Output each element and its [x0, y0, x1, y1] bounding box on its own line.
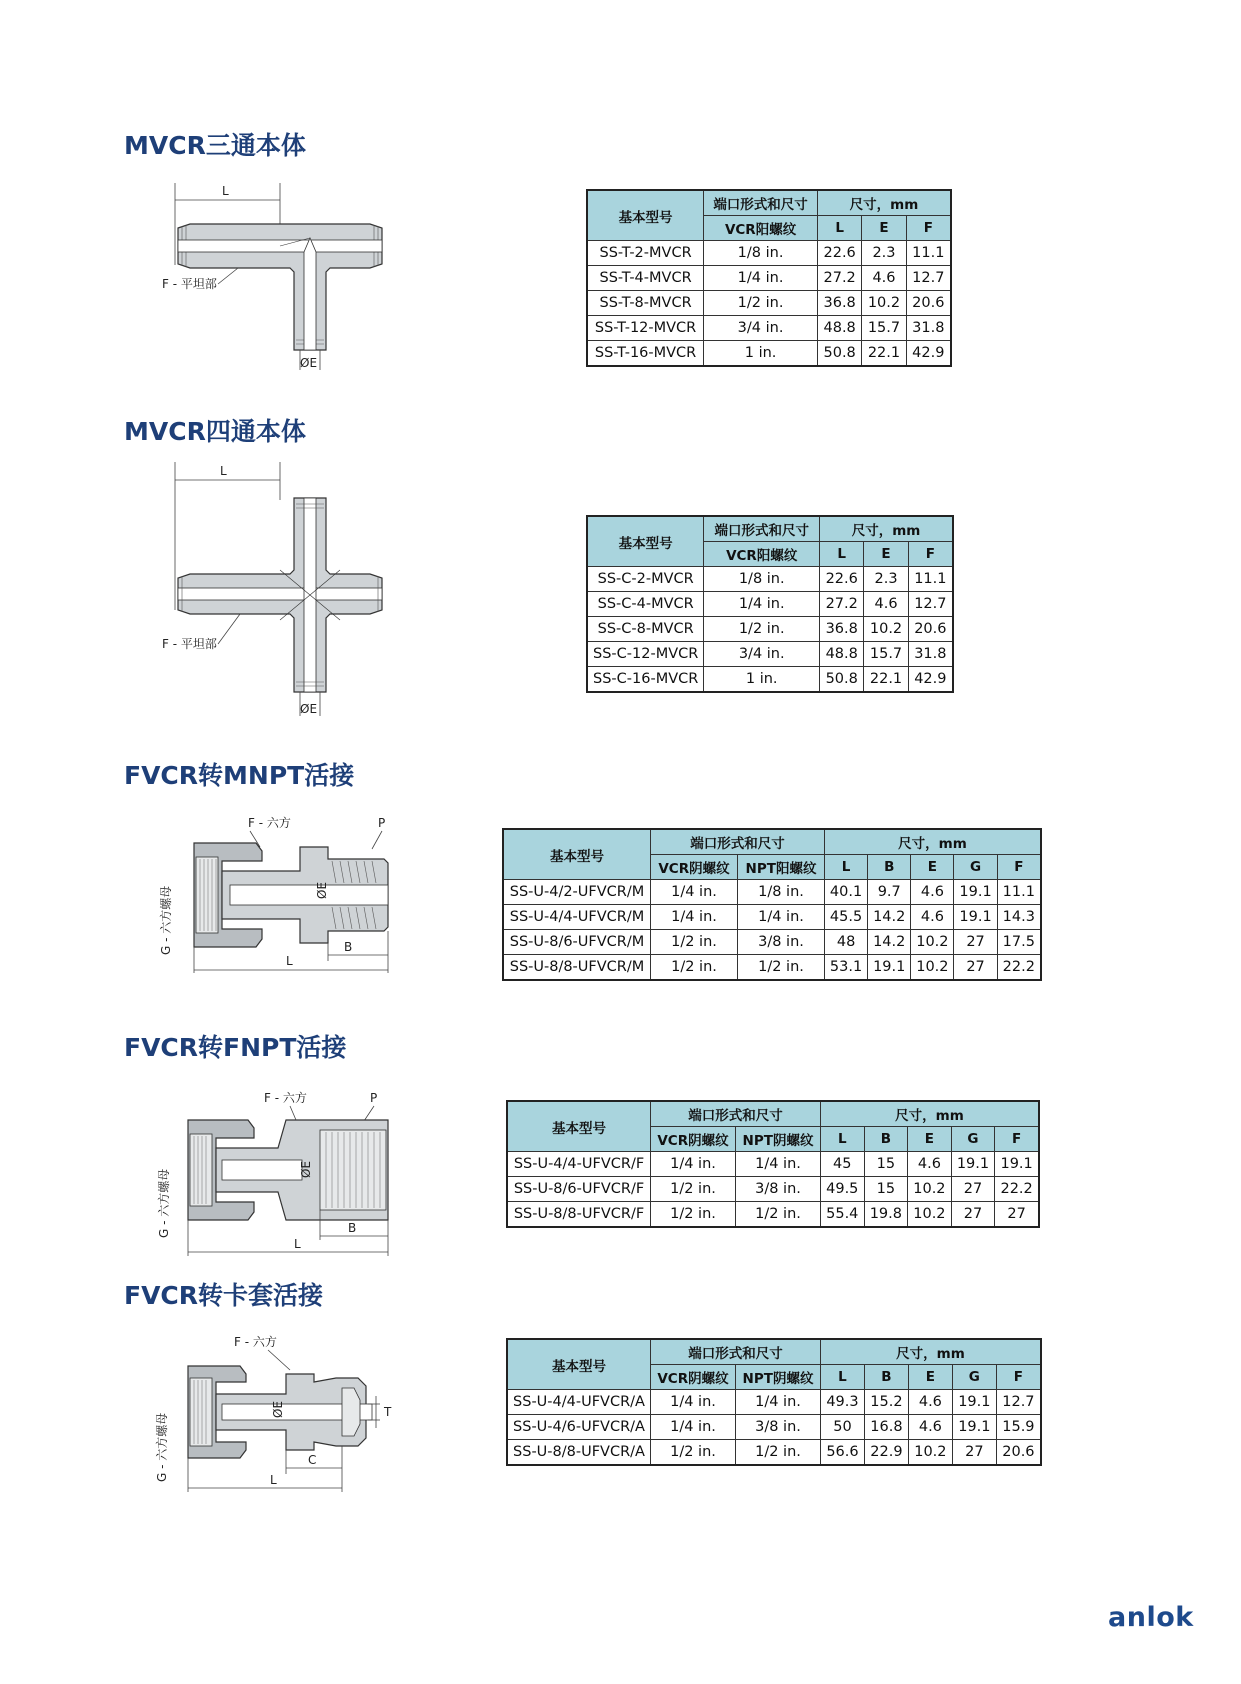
table-cell: SS-C-4-MVCR: [587, 592, 704, 617]
table-cell: 27: [951, 1177, 995, 1202]
sub-header: NPT阳螺纹: [738, 855, 825, 880]
table-cell: 16.8: [864, 1415, 908, 1440]
table-cell: 15.2: [864, 1390, 908, 1415]
col-header-dim: 尺寸，mm: [825, 829, 1042, 855]
table-cell: SS-T-4-MVCR: [587, 266, 704, 291]
sub-header: E: [908, 1365, 952, 1390]
table-cell: 48.8: [820, 642, 864, 667]
sub-header: E: [864, 542, 908, 567]
tee-diagram: [160, 180, 390, 380]
table-cell: 1/4 in.: [651, 1415, 736, 1440]
table-cell: 15: [864, 1177, 908, 1202]
table-cell: 1/2 in.: [651, 955, 738, 981]
sub-header: L: [821, 1365, 865, 1390]
col-header-port: 端口形式和尺寸: [651, 1101, 821, 1127]
table-cell: SS-U-4/2-UFVCR/M: [503, 880, 651, 905]
table-cell: 1/8 in.: [704, 567, 820, 592]
table-cell: 42.9: [908, 667, 953, 693]
table-row: [507, 1415, 1041, 1440]
col-header-dim: 尺寸，mm: [818, 190, 952, 216]
table-cell: 1/4 in.: [651, 1152, 736, 1177]
table-cell: 31.8: [906, 316, 951, 341]
table-cell: 22.9: [864, 1440, 908, 1466]
col-header-dim: 尺寸，mm: [821, 1339, 1042, 1365]
table-cell: 27: [952, 1440, 996, 1466]
sub-header: L: [818, 216, 862, 241]
col-header-model: 基本型号: [507, 1101, 651, 1152]
tube-dim-T: T: [384, 1405, 392, 1419]
table-row: [503, 955, 1041, 981]
table-cell: 1/4 in.: [736, 1152, 821, 1177]
table-cell: 9.7: [868, 880, 911, 905]
table-cell: 3/8 in.: [736, 1415, 821, 1440]
tube-label-G: G - 六方螺母: [155, 1412, 169, 1482]
table-cell: 19.1: [954, 880, 997, 905]
tee-label-E: ØE: [300, 356, 318, 370]
table-cell: 1/8 in.: [704, 241, 818, 266]
table-cell: SS-U-8/8-UFVCR/M: [503, 955, 651, 981]
table-cell: 1 in.: [704, 667, 820, 693]
table-cell: 3/4 in.: [704, 316, 818, 341]
table-cell: 19.1: [951, 1152, 995, 1177]
table-cell: 11.1: [906, 241, 951, 266]
table-row: [587, 617, 953, 642]
table-cell: 49.3: [821, 1390, 865, 1415]
fnpt-label-F: F - 六方: [264, 1091, 307, 1105]
table-row: [503, 930, 1041, 955]
table-cell: 49.5: [821, 1177, 865, 1202]
table-cell: 20.6: [906, 291, 951, 316]
table-cell: 22.2: [995, 1177, 1039, 1202]
table-cell: SS-C-2-MVCR: [587, 567, 704, 592]
table-cell: 20.6: [908, 617, 953, 642]
table-cell: 3/8 in.: [736, 1177, 821, 1202]
sub-header: G: [952, 1365, 996, 1390]
table-cell: SS-T-12-MVCR: [587, 316, 704, 341]
table-cell: 1/2 in.: [651, 1177, 736, 1202]
sub-header: B: [864, 1127, 908, 1152]
sub-header: VCR阴螺纹: [651, 855, 738, 880]
table-cell: 15.9: [996, 1415, 1041, 1440]
table-cell: 27.2: [820, 592, 864, 617]
sub-header: NPT阴螺纹: [736, 1127, 821, 1152]
table-cell: 1/2 in.: [738, 955, 825, 981]
table-row: [587, 667, 953, 693]
table-cell: 10.2: [911, 955, 954, 981]
tube-label-E: ØE: [271, 1400, 285, 1418]
table-cell: 1/4 in.: [736, 1390, 821, 1415]
table-cell: 10.2: [908, 1202, 952, 1228]
sub-header: B: [868, 855, 911, 880]
fvcr-mnpt-diagram: [160, 815, 400, 975]
sub-header: E: [911, 855, 954, 880]
fnpt-dim-B: B: [348, 1221, 357, 1235]
table-cell: 4.6: [908, 1415, 952, 1440]
table-cell: 17.5: [997, 930, 1041, 955]
fvcr-tube-diagram: [155, 1334, 408, 1494]
sub-header: B: [864, 1365, 908, 1390]
table-cell: 50.8: [818, 341, 862, 367]
col-header-port: 端口形式和尺寸: [651, 829, 825, 855]
sub-header: F: [908, 542, 953, 567]
table-cell: SS-C-12-MVCR: [587, 642, 704, 667]
table-cell: 50: [821, 1415, 865, 1440]
table-cell: 27: [954, 955, 997, 981]
sub-header: F: [995, 1127, 1039, 1152]
fnpt-dim-L: L: [294, 1237, 301, 1251]
table-cell: 1/2 in.: [651, 1202, 736, 1228]
table-cell: SS-U-8/8-UFVCR/A: [507, 1440, 651, 1466]
tee-dim-L: L: [222, 184, 229, 198]
mnpt-label-G: G - 六方螺母: [159, 885, 173, 955]
table-cell: 36.8: [818, 291, 862, 316]
table-cell: 12.7: [906, 266, 951, 291]
table-cell: 3/8 in.: [738, 930, 825, 955]
table-cell: 10.2: [862, 291, 906, 316]
table-cell: 15.7: [862, 316, 906, 341]
sub-header: F: [997, 855, 1041, 880]
table-row: [587, 341, 951, 367]
cross-spec-table: [586, 515, 954, 693]
sub-header: F: [906, 216, 951, 241]
table-cell: 4.6: [864, 592, 908, 617]
fnpt-label-P: P: [370, 1091, 378, 1105]
table-cell: SS-U-8/6-UFVCR/M: [503, 930, 651, 955]
table-row: [587, 567, 953, 592]
table-cell: 40.1: [825, 880, 868, 905]
col-header-dim: 尺寸，mm: [820, 516, 953, 542]
col-header-dim: 尺寸，mm: [821, 1101, 1040, 1127]
fnpt-label-E: ØE: [299, 1160, 313, 1178]
table-cell: 10.2: [864, 617, 908, 642]
table-cell: 19.1: [868, 955, 911, 981]
sub-header: L: [820, 542, 864, 567]
table-cell: 22.1: [862, 341, 906, 367]
tube-dim-C: C: [308, 1453, 317, 1467]
table-cell: 53.1: [825, 955, 868, 981]
table-cell: SS-U-4/4-UFVCR/A: [507, 1390, 651, 1415]
table-row: [507, 1177, 1039, 1202]
table-cell: 14.2: [868, 930, 911, 955]
table-cell: SS-C-16-MVCR: [587, 667, 704, 693]
col-header-port: 端口形式和尺寸: [651, 1339, 821, 1365]
sub-header: F: [996, 1365, 1041, 1390]
table-cell: 10.2: [911, 930, 954, 955]
table-cell: 1/4 in.: [738, 905, 825, 930]
sub-header: VCR阴螺纹: [651, 1365, 736, 1390]
table-cell: 19.1: [952, 1390, 996, 1415]
table-cell: 22.6: [820, 567, 864, 592]
sub-header: L: [821, 1127, 865, 1152]
tee-spec-table: [586, 189, 952, 367]
table-row: [587, 241, 951, 266]
table-row: [587, 316, 951, 341]
table-cell: 22.1: [864, 667, 908, 693]
table-cell: 10.2: [908, 1440, 952, 1466]
table-cell: 10.2: [908, 1177, 952, 1202]
mnpt-label-P: P: [378, 816, 386, 830]
sub-header: L: [825, 855, 868, 880]
table-cell: 11.1: [997, 880, 1041, 905]
fvcr-fnpt-spec-table: [506, 1100, 1040, 1228]
table-cell: 22.6: [818, 241, 862, 266]
table-cell: 1/2 in.: [651, 930, 738, 955]
table-cell: 48.8: [818, 316, 862, 341]
fnpt-label-G: G - 六方螺母: [157, 1168, 171, 1238]
table-cell: 27: [995, 1202, 1039, 1228]
table-cell: 27.2: [818, 266, 862, 291]
table-cell: 1/4 in.: [651, 880, 738, 905]
table-cell: 48: [825, 930, 868, 955]
table-cell: SS-T-16-MVCR: [587, 341, 704, 367]
table-cell: 4.6: [911, 905, 954, 930]
table-cell: 20.6: [996, 1440, 1041, 1466]
table-cell: SS-C-8-MVCR: [587, 617, 704, 642]
table-cell: SS-U-4/4-UFVCR/M: [503, 905, 651, 930]
table-cell: 19.1: [995, 1152, 1039, 1177]
table-row: [587, 266, 951, 291]
cross-diagram: [160, 460, 390, 722]
sub-header: NPT阴螺纹: [736, 1365, 821, 1390]
table-cell: 56.6: [821, 1440, 865, 1466]
cross-label-F: F - 平坦部: [162, 637, 217, 651]
sub-header: VCR阳螺纹: [704, 216, 818, 241]
sub-header: VCR阳螺纹: [704, 542, 820, 567]
table-cell: 4.6: [908, 1152, 952, 1177]
table-cell: 1/4 in.: [651, 905, 738, 930]
table-cell: 45.5: [825, 905, 868, 930]
table-cell: 12.7: [996, 1390, 1041, 1415]
tube-dim-L: L: [270, 1473, 277, 1487]
table-cell: 2.3: [862, 241, 906, 266]
table-cell: SS-U-8/8-UFVCR/F: [507, 1202, 651, 1228]
mnpt-label-E: ØE: [315, 881, 329, 899]
table-row: [507, 1390, 1041, 1415]
table-cell: 27: [954, 930, 997, 955]
col-header-model: 基本型号: [503, 829, 651, 880]
table-cell: 22.2: [997, 955, 1041, 981]
col-header-model: 基本型号: [587, 190, 704, 241]
table-cell: 12.7: [908, 592, 953, 617]
table-cell: 1/4 in.: [704, 592, 820, 617]
table-cell: 1/8 in.: [738, 880, 825, 905]
col-header-port: 端口形式和尺寸: [704, 190, 818, 216]
tee-label-F: F - 平坦部: [162, 277, 217, 291]
col-header-model: 基本型号: [587, 516, 704, 567]
table-row: [507, 1152, 1039, 1177]
table-cell: SS-U-4/6-UFVCR/A: [507, 1415, 651, 1440]
table-cell: 1/2 in.: [651, 1440, 736, 1466]
table-cell: 36.8: [820, 617, 864, 642]
table-cell: 1/2 in.: [736, 1440, 821, 1466]
table-cell: 1/2 in.: [704, 291, 818, 316]
cross-dim-L: L: [220, 464, 227, 478]
sub-header: E: [862, 216, 906, 241]
table-cell: 1/4 in.: [704, 266, 818, 291]
table-cell: 42.9: [906, 341, 951, 367]
table-cell: SS-T-8-MVCR: [587, 291, 704, 316]
table-cell: 2.3: [864, 567, 908, 592]
table-cell: 1/2 in.: [736, 1202, 821, 1228]
mnpt-dim-L: L: [286, 954, 293, 968]
table-cell: SS-U-4/4-UFVCR/F: [507, 1152, 651, 1177]
table-cell: 31.8: [908, 642, 953, 667]
table-cell: 1/2 in.: [704, 617, 820, 642]
brand-logo: anlok: [1108, 1602, 1194, 1633]
mnpt-dim-B: B: [344, 940, 353, 954]
table-cell: 27: [951, 1202, 995, 1228]
table-cell: 55.4: [821, 1202, 865, 1228]
table-cell: 15: [864, 1152, 908, 1177]
table-row: [503, 880, 1041, 905]
table-cell: 45: [821, 1152, 865, 1177]
cross-label-E: ØE: [300, 702, 318, 716]
col-header-port: 端口形式和尺寸: [704, 516, 820, 542]
table-cell: SS-T-2-MVCR: [587, 241, 704, 266]
mnpt-label-F: F - 六方: [248, 816, 291, 830]
table-cell: 50.8: [820, 667, 864, 693]
table-cell: 3/4 in.: [704, 642, 820, 667]
sub-header: VCR阴螺纹: [651, 1127, 736, 1152]
section-title-fvcr-tube: FVCR转卡套活接: [124, 1281, 324, 1310]
sub-header: G: [954, 855, 997, 880]
table-row: [587, 642, 953, 667]
table-cell: 19.1: [954, 905, 997, 930]
table-cell: 11.1: [908, 567, 953, 592]
table-cell: SS-U-8/6-UFVCR/F: [507, 1177, 651, 1202]
table-cell: 4.6: [862, 266, 906, 291]
section-title-cross: MVCR四通本体: [124, 417, 306, 446]
table-cell: 1/4 in.: [651, 1390, 736, 1415]
table-cell: 4.6: [911, 880, 954, 905]
section-title-fvcr-mnpt: FVCR转MNPT活接: [124, 761, 355, 790]
table-row: [507, 1440, 1041, 1466]
sub-header: E: [908, 1127, 952, 1152]
tube-label-F: F - 六方: [234, 1335, 277, 1349]
table-row: [503, 905, 1041, 930]
fvcr-fnpt-diagram: [157, 1090, 400, 1260]
table-cell: 15.7: [864, 642, 908, 667]
table-cell: 19.8: [864, 1202, 908, 1228]
section-title-fvcr-fnpt: FVCR转FNPT活接: [124, 1033, 347, 1062]
table-cell: 19.1: [952, 1415, 996, 1440]
col-header-model: 基本型号: [507, 1339, 651, 1390]
table-row: [587, 592, 953, 617]
fvcr-mnpt-spec-table: [502, 828, 1042, 981]
table-cell: 1 in.: [704, 341, 818, 367]
section-title-tee: MVCR三通本体: [124, 131, 306, 160]
sub-header: G: [951, 1127, 995, 1152]
fvcr-tube-spec-table: [506, 1338, 1042, 1466]
table-row: [507, 1202, 1039, 1228]
table-cell: 4.6: [908, 1390, 952, 1415]
table-cell: 14.2: [868, 905, 911, 930]
table-row: [587, 291, 951, 316]
table-cell: 14.3: [997, 905, 1041, 930]
